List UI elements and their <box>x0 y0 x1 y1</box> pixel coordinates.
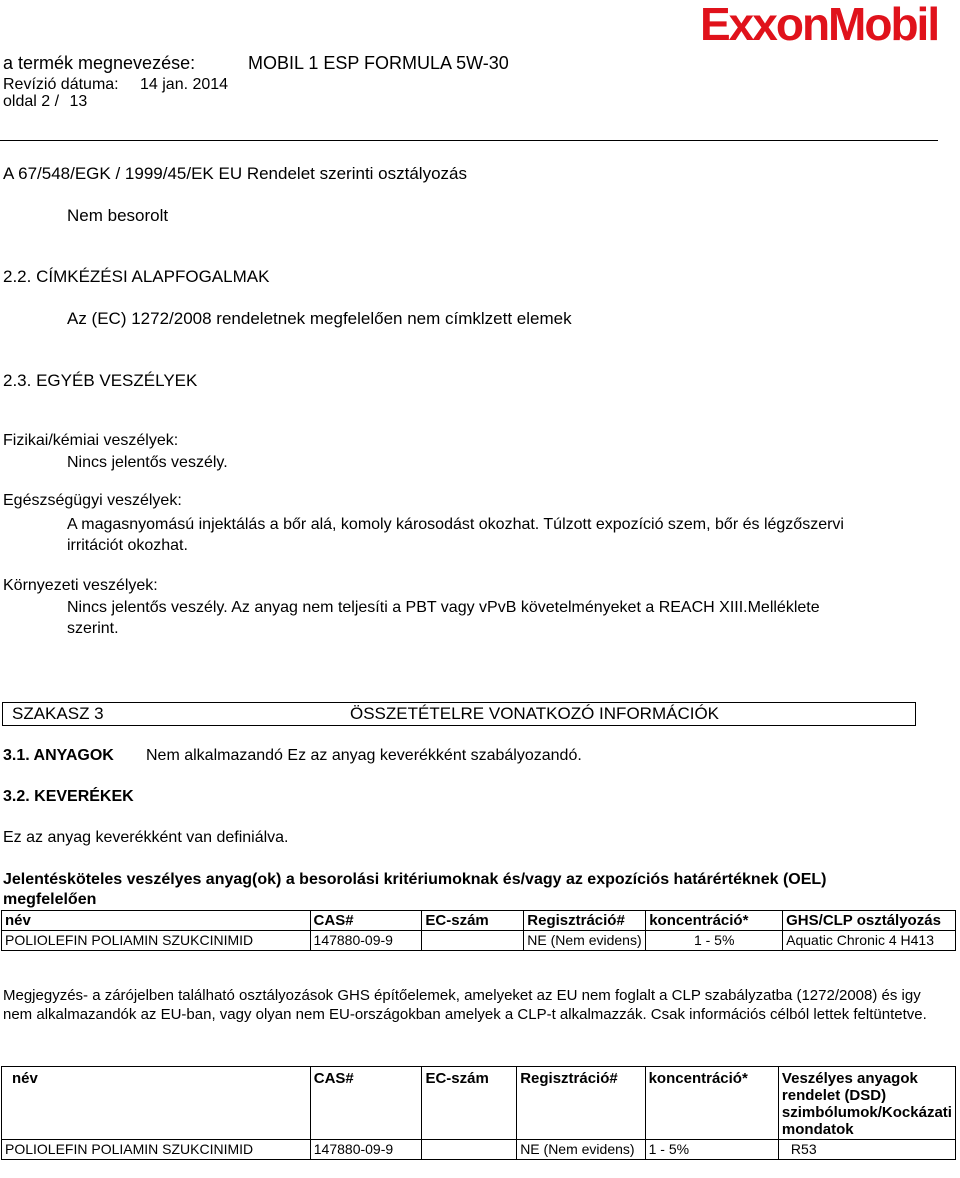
header-ghs-clp: GHS/CLP osztályozás <box>783 911 956 931</box>
env-hazards-text-2: szerint. <box>67 620 119 637</box>
header-ec: EC-szám <box>422 1067 517 1140</box>
classification-note: Megjegyzés- a zárójelben található osztályozások GHS építőelemek, amelyeket az EU nem foglalt a CLP szabályzatba (1272/2008) és igy nem alkalmazandók az EU-ban, vagy olyan nem EU-országokban amelyek a CLP-t alkalmazzák. Csak információs célból lettek feltüntetve. <box>3 987 927 1023</box>
cell-ec <box>422 931 524 951</box>
header-divider <box>0 140 938 141</box>
reportable-title-2: megfelelően <box>3 891 97 908</box>
ghs-classification-table <box>1 910 956 951</box>
header-name: név <box>2 1067 311 1140</box>
mixtures-text: Ez az anyag keverékként van definiálva. <box>3 829 289 846</box>
cell-cas: 147880-09-9 <box>310 1140 422 1160</box>
product-name: MOBIL 1 ESP FORMULA 5W-30 <box>248 53 509 73</box>
revision-label: Revízió dátuma: <box>3 76 119 93</box>
page-number <box>3 93 87 111</box>
section-3-header <box>2 702 916 726</box>
dsd-classification-table <box>1 1066 956 1160</box>
cell-cas: 147880-09-9 <box>310 931 422 951</box>
cell-ec <box>422 1140 517 1160</box>
exxonmobil-logo <box>700 0 958 59</box>
exxonmobil-logo-icon <box>700 0 958 52</box>
header-ec: EC-szám <box>422 911 524 931</box>
health-hazards-label: Egészségügyi veszélyek: <box>3 492 182 509</box>
product-label: a termék megnevezése: <box>3 53 196 73</box>
mixtures-label: 3.2. KEVERÉKEK <box>3 788 134 805</box>
header-concentration: koncentráció* <box>645 1067 778 1140</box>
health-hazards-text-2: irritációt okozhat. <box>67 537 188 554</box>
physical-hazards-label: Fizikai/kémiai veszélyek: <box>3 432 179 449</box>
table-header-row <box>2 1067 956 1140</box>
header-cas: CAS# <box>310 1067 422 1140</box>
revision-date: 14 jan. 2014 <box>140 76 229 93</box>
classification-value: Nem besorolt <box>67 206 169 225</box>
table-header-row <box>2 911 956 931</box>
cell-concentration: 1 - 5% <box>645 1140 778 1160</box>
header-dsd: Veszélyes anyagok rendelet (DSD) szimbólumok/Kockázati mondatok <box>778 1067 955 1140</box>
cell-name: POLIOLEFIN POLIAMIN SZUKCINIMID <box>2 931 311 951</box>
svg-text:ExxonMobil: ExxonMobil <box>700 0 939 50</box>
cell-dsd: R53 <box>778 1140 955 1160</box>
cell-ghs-clp: Aquatic Chronic 4 H413 <box>783 931 956 951</box>
reportable-title-1: Jelentésköteles veszélyes anyag(ok) a besorolási kritériumoknak és/vagy az expozíciós határértéknek (OEL) <box>3 871 827 888</box>
header-concentration: koncentráció* <box>646 911 783 931</box>
other-hazards-title: 2.3. EGYÉB VESZÉLYEK <box>3 371 198 390</box>
header-registration: Regisztráció# <box>517 1067 645 1140</box>
physical-hazards-text: Nincs jelentős veszély. <box>67 454 228 471</box>
labelling-text: Az (EC) 1272/2008 rendeletnek megfelelően nem címklzett elemek <box>67 309 572 328</box>
header-cas: CAS# <box>310 911 422 931</box>
cell-registration: NE (Nem evidens) <box>517 1140 645 1160</box>
table-row <box>2 931 956 951</box>
classification-title: A 67/548/EGK / 1999/45/EK EU Rendelet szerinti osztályozás <box>3 164 467 183</box>
section-3-title: ÖSSZETÉTELRE VONATKOZÓ INFORMÁCIÓK <box>350 704 720 723</box>
cell-registration: NE (Nem evidens) <box>524 931 646 951</box>
substances-text: Nem alkalmazandó Ez az anyag keverékként szabályozandó. <box>146 747 582 764</box>
cell-concentration: 1 - 5% <box>646 931 783 951</box>
cell-name: POLIOLEFIN POLIAMIN SZUKCINIMID <box>2 1140 311 1160</box>
page-label: oldal 2 / <box>3 93 60 110</box>
section-3-label: SZAKASZ 3 <box>12 704 104 723</box>
substances-label: 3.1. ANYAGOK <box>3 747 114 764</box>
env-hazards-label: Környezeti veszélyek: <box>3 577 158 594</box>
header-name: név <box>2 911 311 931</box>
env-hazards-text-1: Nincs jelentős veszély. Az anyag nem teljesíti a PBT vagy vPvB követelményeket a REACH XIII.Melléklete <box>67 599 820 616</box>
labelling-title: 2.2. CÍMKÉZÉSI ALAPFOGALMAK <box>3 267 270 286</box>
table-row <box>2 1140 956 1160</box>
page-total: 13 <box>69 93 88 110</box>
health-hazards-text-1: A magasnyomású injektálás a bőr alá, komoly károsodást okozhat. Túlzott expozíció szem, bőr és légzőszervi <box>67 516 844 533</box>
header-registration: Regisztráció# <box>524 911 646 931</box>
